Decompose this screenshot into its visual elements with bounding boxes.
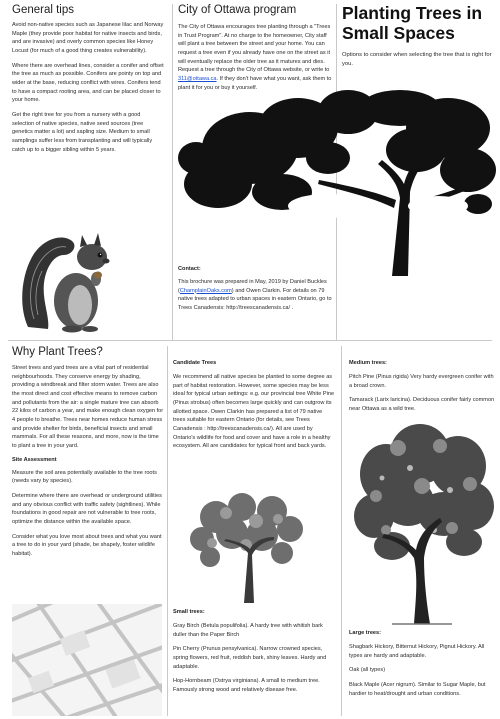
site-assessment-item-1: Measure the soil area potentially available to the tree roots (needs vary by species).: [12, 469, 157, 485]
contact-section: [178, 266, 338, 313]
hero-title-line-1: Planting Trees in: [342, 3, 483, 23]
oak-tree-illustration: [352, 418, 496, 628]
contact-text: This brochure was prepared in May, 2019 by Daniel Buckles (ChamplainOaks.com) and Owen Clarkin. For details on 79 native trees adapted to urban spaces in eastern Ontario, go to Trees Canadensis: http://treescanadensis.ca/ .: [178, 279, 332, 311]
hero-section: [342, 4, 496, 69]
large-tree-1: Shagbark Hickory, Bitternut Hickory, Pignut Hickory. All types are hardy and adaptable.: [349, 644, 485, 659]
small-trees-section: [173, 609, 335, 701]
small-trees-heading: Small trees:: [173, 609, 205, 615]
ottawa-program-text: The City of Ottawa encourages tree planting through a "Trees in Trust Program". At no charge to the homeowner, City staff will plant a tree between the street and your home. You can request a tree even if you already have one on the street as it will eventually replace the older tree as it matures and dies. Request a tree through the City of Ottawa website, or write to 311@ottawa.ca. If they don't have what you want, ask them to plant it for you or buy it yourself.: [178, 24, 332, 91]
large-trees-heading: Large trees:: [349, 630, 382, 636]
why-plant-trees-text: Street trees and yard trees are a vital part of residential neighbourhoods. They conserve energy by shading, providing a windbreak and filter storm water. Trees are also the most direct and cost effective means to remove carbon and pollutants from the air: a single mature tree can absorb 22 kilos of carbon a year, and make enough clean oxygen for 4 people to breathe. Trees near homes reduce human stress and provide shelter for birds, beneficial insects and small mammals. For all these reasons, and more, now is the time to plant a tree in your yard.: [12, 365, 164, 449]
why-plant-trees-title: Why Plant Trees?: [12, 346, 103, 358]
general-tip-3: Get the right tree for you from a nursery with a good selection of native species, native seed sources (tree genetics matter a lot) and sapling size. Medium to small samplings suffer less from transplanting and will typically catch up to a bigger sibling within 5 years.: [12, 111, 153, 153]
large-trees-section: [349, 630, 495, 704]
ottawa-program-title: City of Ottawa program: [178, 4, 297, 16]
small-tree-2: Pin Cherry (Prunus pensylvanica). Narrow crowned species, spring flowers, red fruit, reddish bark, shiny leaves. Hardy and adaptable.: [173, 646, 327, 670]
small-tree-3: Hop-Hornbeam (Ostrya virginiana). A small to medium tree. Famously strong wood and relatively disease free.: [173, 678, 320, 693]
large-tree-2: Oak (all types): [349, 667, 386, 674]
medium-tree-1: Pitch Pine (Pinus rigida) Very hardy evergreen conifer with a broad crown.: [349, 374, 494, 389]
ottawa-email-link[interactable]: 311@ottawa.ca: [178, 75, 217, 82]
medium-tree-2: Tamarack (Larix laricina). Deciduous conifer fairly common near Ottawa as a wild tree.: [349, 397, 495, 412]
champlain-oaks-link[interactable]: ChamplainOaks.com: [179, 287, 232, 294]
hero-title-line-2: Small Spaces: [342, 22, 455, 43]
why-plant-trees-section: [12, 346, 164, 564]
candidate-trees-heading: Candidate Trees: [173, 360, 217, 366]
general-tip-2: Where there are overhead lines, consider a conifer and offset the tree as much as possible. Conifers are pointy on top and wider at the base, reducing conflict with wires. Conifers tend to have a compact rooting area, and can be placed closer to your home.: [12, 62, 164, 104]
hero-subtitle: Options to consider when selecting the tree that is right for you.: [342, 52, 492, 68]
small-tree-1: Gray Birch (Betula populifolia). A hardy tree with whitish bark duller than the Paper Birch: [173, 623, 323, 638]
site-assessment-item-3: Consider what you love most about trees and what you want a tree to do in your yard (shade, be shapely, foster wildlife habitat).: [12, 533, 162, 557]
contact-heading: Contact:: [178, 266, 201, 272]
medium-trees-heading: Medium trees:: [349, 360, 387, 366]
tree-silhouette-illustration: [178, 88, 496, 276]
site-assessment-item-2: Determine where there are overhead or underground utilities and any obvious conflict with traffic safety (sightlines). While foundations in good repair are not vulnerable to tree roots, optimize the distance within the available space.: [12, 492, 162, 525]
hickory-tree-illustration: [186, 493, 312, 603]
squirrel-illustration: [20, 205, 115, 333]
general-tips-title: General tips: [12, 4, 75, 16]
hero-title: [342, 4, 496, 43]
general-tips-section: [12, 4, 164, 160]
large-tree-3: Black Maple (Acer nigrum). Similar to Sugar Maple, but hardier to heat/drought and urban conditions.: [349, 681, 486, 697]
ottawa-program-section: [178, 4, 332, 92]
site-plan-sketch: [12, 604, 162, 716]
candidate-trees-text: We recommend all native species be planted to some degree as part of habitat restoration. However, some species may be less ideal for typical urban settings: e.g. our provincial tree White Pine (Pinus strobus) often becomes large quickly and can outgrow its allotted space. Owen Clarkin has prepared a list of 79 native trees suitable for eastern Ontario (for details, see Trees Canadensis : http://treescanadensis.ca/). All are used by Ontario's wildlife for food and cover and have a role in a healthy ecosystem. All are candidates for typical front and back yards.: [173, 374, 335, 450]
site-assessment-heading: Site Assessment: [12, 456, 57, 463]
general-tip-1: Avoid non-native species such as Japanese lilac and Norway Maple (they provide poor habitat for native insects and birds, and are invasive) and overly common species like Honey Locust (for much of a good thing creates vulnerability).: [12, 22, 164, 54]
candidate-trees-section: [173, 360, 335, 451]
medium-trees-section: [349, 360, 495, 420]
